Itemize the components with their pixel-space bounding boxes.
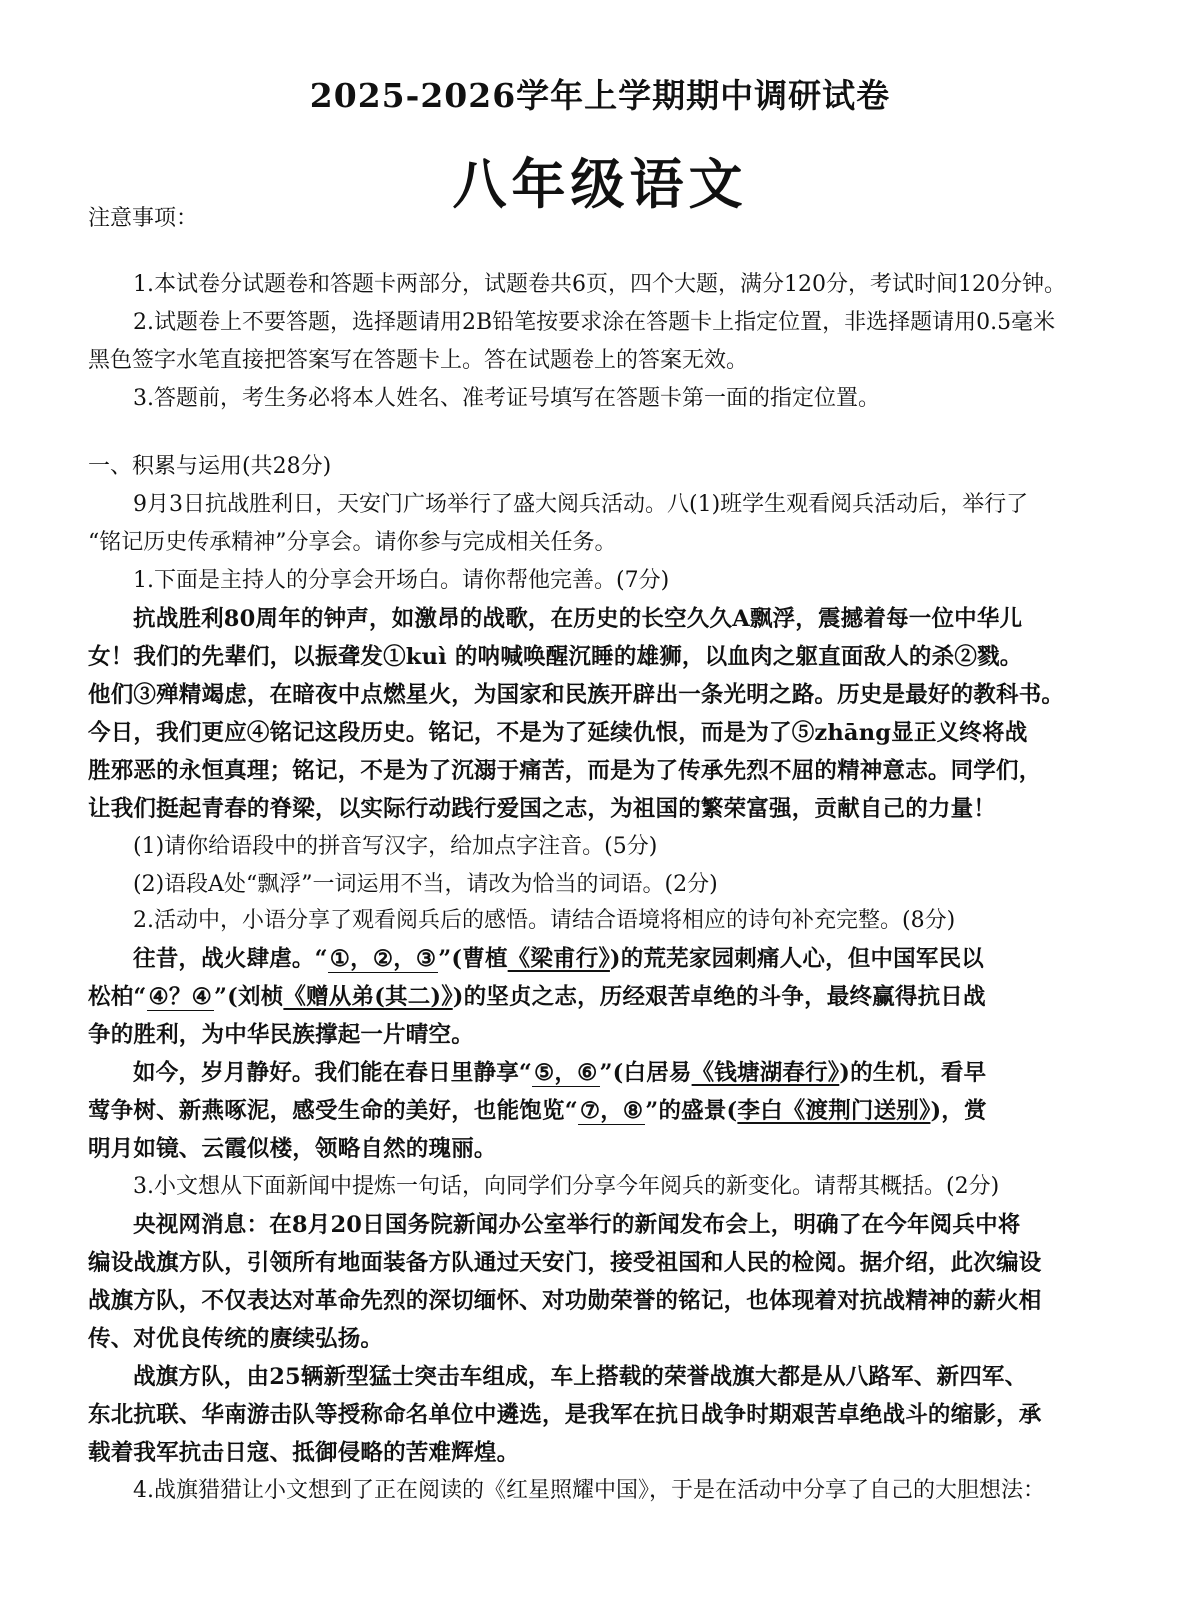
q3-news-line: 战旗方队，由25辆新型猛士突击车组成，车上搭载的荣誉战旗大都是从八路军、新四军、 xyxy=(133,1364,1028,1390)
q2-text: ”(曹植 xyxy=(438,946,508,972)
q2-passage-line: 争的胜利，为中华民族撑起一片晴空。 xyxy=(88,1022,474,1048)
q2-text: )的坚贞之志，历经艰苦卓绝的斗争，最终赢得抗日战 xyxy=(452,984,986,1010)
poem-source: 《钱塘湖春行》 xyxy=(691,1060,840,1086)
section-heading: 一、积累与运用(共28分) xyxy=(88,454,332,479)
poem-blank: ①，②，③ xyxy=(329,946,437,972)
question-4-stem: 4.战旗猎猎让小文想到了正在阅读的《红星照耀中国》，于是在活动中分享了自己的大胆想法： xyxy=(133,1478,1045,1503)
q3-news-line: 央视网消息：在8月20日国务院新闻办公室举行的新闻发布会上，明确了在今年阅兵中将 xyxy=(133,1212,1021,1238)
question-1-stem: 1.下面是主持人的分享会开场白。请你帮他完善。(7分) xyxy=(133,568,670,593)
q3-news-line: 传、对优良传统的赓续弘扬。 xyxy=(88,1326,384,1352)
q2-text: ”(刘桢 xyxy=(214,984,284,1010)
q2-passage-line xyxy=(88,982,1118,1012)
poem-source: 《赠从弟(其二)》 xyxy=(283,984,453,1010)
q1-passage-line: 女！我们的先辈们，以振聋发①kuì 的呐喊唤醒沉睡的雄狮，以血肉之躯直面敌人的杀②戮。 xyxy=(88,644,1023,670)
q2-text: ”的盛景( xyxy=(645,1098,738,1124)
poem-source: 《梁甫行》 xyxy=(507,946,610,972)
q2-text: )的生机，看早 xyxy=(839,1060,987,1086)
question-3-stem: 3.小文想从下面新闻中提炼一句话，向同学们分享今年阅兵的新变化。请帮其概括。(2分) xyxy=(133,1174,1000,1199)
q1-passage-line: 今日，我们更应④铭记这段历史。铭记，不是为了延续仇恨，而是为了⑤zhāng显正义终将战 xyxy=(88,720,1028,746)
q1-passage-line: 胜邪恶的永恒真理；铭记，不是为了沉溺于痛苦，而是为了传承先烈不屈的精神意志。同学们， xyxy=(88,758,1042,784)
q2-text: )，赏 xyxy=(930,1098,987,1124)
question-1-sub-1: (1)请你给语段中的拼音写汉字，给加点字注音。(5分) xyxy=(133,834,658,859)
q1-passage-line: 抗战胜利80周年的钟声，如激昂的战歌，在历史的长空久久A飘浮，震撼着每一位中华儿 xyxy=(133,606,1023,632)
q2-text: )的荒芜家园刺痛人心，但中国军民以 xyxy=(609,946,984,972)
poem-blank: ④？④ xyxy=(148,984,212,1010)
exam-title: 2025-2026学年上学期期中调研试卷 xyxy=(309,76,891,115)
section-intro-a: 9月3日抗战胜利日，天安门广场举行了盛大阅兵活动。八(1)班学生观看阅兵活动后，举行了 xyxy=(133,492,1029,517)
notice-item-3: 3.答题前，考生务必将本人姓名、准考证号填写在答题卡第一面的指定位置。 xyxy=(133,386,880,411)
q2-text: 莺争树、新燕啄泥，感受生命的美好，也能饱览“ xyxy=(88,1098,578,1124)
notice-heading: 注意事项： xyxy=(88,206,199,231)
q2-passage-line xyxy=(133,944,1118,974)
section-intro-b: “铭记历史传承精神”分享会。请你参与完成相关任务。 xyxy=(88,530,617,555)
poem-blank: ⑦，⑧ xyxy=(579,1098,644,1124)
poem-source: 李白《渡荆门送别》 xyxy=(737,1098,931,1124)
notice-item-2a: 2.试题卷上不要答题，选择题请用2B铅笔按要求涂在答题卡上指定位置，非选择题请用0.5毫米 xyxy=(133,310,1056,335)
q2-text: 往昔，战火肆虐。“ xyxy=(133,946,328,972)
q2-text: 如今，岁月静好。我们能在春日里静享“ xyxy=(133,1060,533,1086)
q2-passage-line xyxy=(88,1096,1118,1126)
q3-news-line: 战旗方队，不仅表达对革命先烈的深切缅怀、对功勋荣誉的铭记，也体现着对抗战精神的薪火相 xyxy=(88,1288,1042,1314)
q1-passage-line: 让我们挺起青春的脊梁，以实际行动践行爱国之志，为祖国的繁荣富强，贡献自己的力量！ xyxy=(88,796,997,822)
question-1-sub-2: (2)语段A处“飘浮”一词运用不当，请改为恰当的词语。(2分) xyxy=(133,872,718,897)
q2-passage-line xyxy=(133,1058,1118,1088)
q2-text: ”(白居易 xyxy=(599,1060,692,1086)
subject-title: 八年级语文 xyxy=(452,152,748,216)
q3-news-line: 载着我军抗击日寇、抵御侵略的苦难辉煌。 xyxy=(88,1440,520,1466)
q2-passage-line: 明月如镜、云霞似楼，领略自然的瑰丽。 xyxy=(88,1136,497,1162)
poem-blank: ⑤，⑥ xyxy=(534,1060,598,1086)
question-2-stem: 2.活动中，小语分享了观看阅兵后的感悟。请结合语境将相应的诗句补充完整。(8分) xyxy=(133,908,956,933)
notice-item-2b: 黑色签字水笔直接把答案写在答题卡上。答在试题卷上的答案无效。 xyxy=(88,348,749,373)
notice-item-1: 1.本试卷分试题卷和答题卡两部分，试题卷共6页，四个大题，满分120分，考试时间120分钟。 xyxy=(133,272,1066,297)
q2-text: 松柏“ xyxy=(88,984,147,1010)
q3-news-line: 东北抗联、华南游击队等授称命名单位中遴选，是我军在抗日战争时期艰苦卓绝战斗的缩影，承 xyxy=(88,1402,1042,1428)
q3-news-line: 编设战旗方队，引领所有地面装备方队通过天安门，接受祖国和人民的检阅。据介绍，此次编设 xyxy=(88,1250,1042,1276)
q1-passage-line: 他们③殚精竭虑，在暗夜中点燃星火，为国家和民族开辟出一条光明之路。历史是最好的教科书。 xyxy=(88,682,1065,708)
